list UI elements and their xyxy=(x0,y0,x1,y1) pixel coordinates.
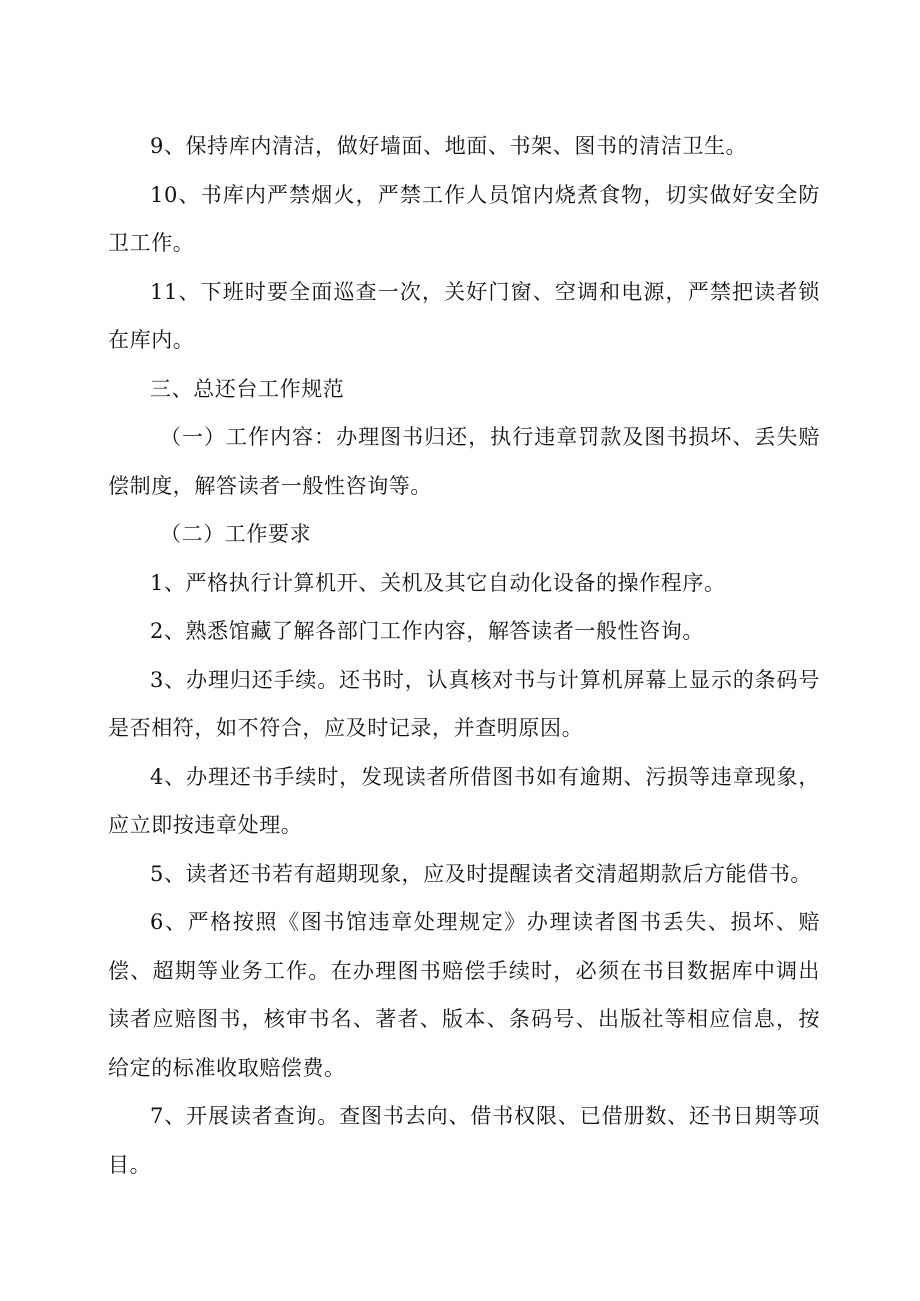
subsection-work-content: （一）工作内容：办理图书归还，执行违章罚款及图书损坏、丢失赔偿制度，解答读者一般性咨询等。 xyxy=(108,425,820,498)
requirement-item-5: 5、读者还书若有超期现象，应及时提醒读者交清超期款后方能借书。 xyxy=(150,861,812,886)
document-body xyxy=(108,122,820,1189)
requirement-item-3: 3、办理归还手续。还书时，认真核对书与计算机屏幕上显示的条码号是否相符，如不符合，应及时记录，并查明原因。 xyxy=(108,667,820,740)
rule-item-10: 10、书库内严禁烟火，严禁工作人员馆内烧煮食物，切实做好安全防卫工作。 xyxy=(108,182,820,255)
rule-item-9: 9、保持库内清洁，做好墙面、地面、书架、图书的清洁卫生。 xyxy=(150,134,748,158)
requirement-item-4: 4、办理还书手续时，发现读者所借图书如有逾期、污损等违章现象，应立即按违章处理。 xyxy=(108,764,820,837)
requirement-item-1: 1、严格执行计算机开、关机及其它自动化设备的操作程序。 xyxy=(150,570,726,595)
subsection-work-requirements: （二）工作要求 xyxy=(160,522,312,546)
requirement-item-6: 6、严格按照《图书馆违章处理规定》办理读者图书丢失、损坏、赔偿、超期等业务工作。在办理图书赔偿手续时，必须在书目数据库中调出读者应赔图书，核审书名、著者、版本、条码号、出版社等相应信息，按给定的标准收取赔偿费。 xyxy=(108,910,820,1080)
section-heading: 三、总还台工作规范 xyxy=(150,376,345,401)
requirement-item-2: 2、熟悉馆藏了解各部门工作内容，解答读者一般性咨询。 xyxy=(150,619,704,643)
requirement-item-7: 7、开展读者查询。查图书去向、借书权限、已借册数、还书日期等项目。 xyxy=(108,1104,820,1177)
rule-item-11: 11、下班时要全面巡查一次，关好门窗、空调和电源，严禁把读者锁在库内。 xyxy=(108,279,820,352)
